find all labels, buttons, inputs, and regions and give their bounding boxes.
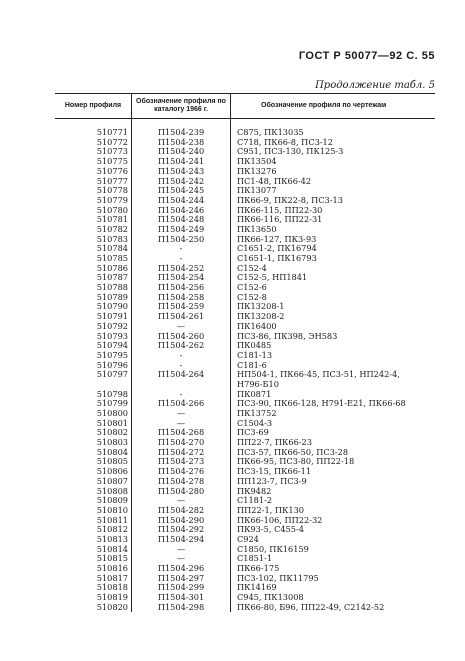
table-row xyxy=(55,138,435,148)
profile-number-cell: 510773 xyxy=(55,147,132,157)
profile-number-cell: 510802 xyxy=(55,428,132,438)
table-row xyxy=(55,235,435,245)
catalog-designation-cell: П1504-254 xyxy=(132,273,231,283)
profile-number-cell: 510809 xyxy=(55,496,132,506)
table-row xyxy=(55,428,435,438)
catalog-designation-cell: П1504-241 xyxy=(132,157,231,167)
table-row xyxy=(55,206,435,216)
catalog-designation-cell: П1504-248 xyxy=(132,215,231,225)
profile-number-cell: 510794 xyxy=(55,341,132,351)
table-row xyxy=(55,496,435,506)
table-row xyxy=(55,370,435,380)
drawing-designation-cell: ПК13752 xyxy=(237,409,277,419)
catalog-designation-cell: П1504-272 xyxy=(132,448,231,458)
table-row xyxy=(55,273,435,283)
profile-number-cell: 510812 xyxy=(55,525,132,535)
drawing-designation-cell: С951, ПС3-130, ПК125-3 xyxy=(237,147,344,157)
drawing-designation-cell: ПП22-1, ПК130 xyxy=(237,505,304,515)
catalog-designation-cell: П1504-298 xyxy=(132,603,231,613)
profile-number-cell: 510777 xyxy=(55,177,132,187)
profile-number-cell: 510816 xyxy=(55,564,132,574)
table-row xyxy=(55,186,435,196)
catalog-designation-cell: П1504-258 xyxy=(132,293,231,303)
catalog-designation-cell: П1504-259 xyxy=(132,302,231,312)
drawing-designation-cell: ПС3-69 xyxy=(237,428,269,438)
profile-number-cell: 510781 xyxy=(55,215,132,225)
profile-number-cell: 510791 xyxy=(55,312,132,322)
profile-number-cell: 510780 xyxy=(55,206,132,216)
profile-number-cell: 510804 xyxy=(55,448,132,458)
table-row xyxy=(55,167,435,177)
drawing-designation-cell: ПК93-5, С455-4 xyxy=(237,525,304,535)
profile-number-cell: 510797 xyxy=(55,370,132,380)
catalog-designation-cell: П1504-280 xyxy=(132,487,231,497)
table-row xyxy=(55,399,435,409)
catalog-designation-cell xyxy=(132,380,231,390)
profile-number-cell: 510793 xyxy=(55,332,132,342)
drawing-designation-cell: ПК66-116, ПП22-31 xyxy=(237,215,323,225)
drawing-designation-cell: С152-6 xyxy=(237,283,267,293)
profile-number-cell: 510814 xyxy=(55,545,132,555)
table-continuation-label: Продолжение табл. 5 xyxy=(315,80,435,91)
profile-number-cell: 510790 xyxy=(55,302,132,312)
catalog-designation-cell: П1504-242 xyxy=(132,177,231,187)
profile-number-cell: 510787 xyxy=(55,273,132,283)
table-row xyxy=(55,419,435,429)
catalog-designation-cell: — xyxy=(132,554,231,564)
drawing-designation-cell: ПК9482 xyxy=(237,486,272,496)
drawing-designation-cell: С1504-3 xyxy=(237,418,273,428)
table-row xyxy=(55,293,435,303)
catalog-designation-cell: — xyxy=(132,545,231,555)
catalog-designation-cell: - xyxy=(132,254,231,264)
profile-number-cell: 510813 xyxy=(55,535,132,545)
profile-number-cell: 510806 xyxy=(55,467,132,477)
table-row xyxy=(55,244,435,254)
catalog-designation-cell: - xyxy=(132,244,231,254)
catalog-designation-cell: П1504-245 xyxy=(132,186,231,196)
profile-number-cell: 510792 xyxy=(55,322,132,332)
catalog-designation-cell: П1504-266 xyxy=(132,399,231,409)
drawing-designation-cell: ПК66-95, ПС3-80, ПП22-18 xyxy=(237,457,355,467)
drawing-designation-cell: С924 xyxy=(237,534,259,544)
table-row xyxy=(55,535,435,545)
profile-number-cell: 510788 xyxy=(55,283,132,293)
drawing-designation-cell: НП504-1, ПК66-45, ПС3-51, НП242-4, xyxy=(237,370,400,380)
drawing-designation-cell: ПК66-9, ПК22-8, ПС3-13 xyxy=(237,195,343,205)
table-row xyxy=(55,380,435,390)
drawing-designation-cell: ПС3-57, ПК66-50, ПС3-28 xyxy=(237,447,349,457)
drawing-designation-cell: С1850, ПК16159 xyxy=(237,544,309,554)
drawing-designation-cell: ПК66-115, ПП22-30 xyxy=(237,205,323,215)
profile-number-cell: 510820 xyxy=(55,603,132,613)
table-row xyxy=(55,554,435,564)
table-row xyxy=(55,603,435,613)
catalog-designation-cell: П1504-239 xyxy=(132,128,231,138)
profile-number-cell: 510807 xyxy=(55,477,132,487)
table-header-row xyxy=(55,94,435,119)
table-row xyxy=(55,361,435,371)
catalog-designation-cell: П1504-249 xyxy=(132,225,231,235)
profile-number-cell: 510808 xyxy=(55,487,132,497)
drawing-designation-cell: С1651-1, ПК16793 xyxy=(237,254,317,264)
table-spacer-row xyxy=(55,119,435,129)
drawing-designation-cell: ПК0871 xyxy=(237,389,272,399)
spacer-cell xyxy=(231,119,436,129)
catalog-designation-cell: - xyxy=(132,351,231,361)
drawing-designation-cell: С181-6 xyxy=(237,360,267,370)
table-row xyxy=(55,312,435,322)
table-row xyxy=(55,448,435,458)
drawing-designation-cell: ПС1-48, ПК66-42 xyxy=(237,176,312,186)
profile-number-cell: 510783 xyxy=(55,235,132,245)
drawing-designation-cell: ПК0485 xyxy=(237,341,272,351)
drawing-designation-cell: ПК66-175 xyxy=(237,564,280,574)
profile-number-cell: 510800 xyxy=(55,409,132,419)
profile-number-cell xyxy=(55,380,132,390)
table-body xyxy=(55,119,435,613)
profile-number-cell: 510796 xyxy=(55,361,132,371)
table-row xyxy=(55,177,435,187)
profile-number-cell: 510818 xyxy=(55,583,132,593)
table-row xyxy=(55,128,435,138)
drawing-designation-cell: ПП22-7, ПК66-23 xyxy=(237,438,312,448)
drawing-designation-cell: С1851-1 xyxy=(237,554,273,564)
catalog-designation-cell: П1504-273 xyxy=(132,457,231,467)
drawing-designation-cell: ПК14169 xyxy=(237,583,277,593)
profile-number-cell: 510811 xyxy=(55,516,132,526)
table-row xyxy=(55,225,435,235)
table-row xyxy=(55,477,435,487)
page-header: ГОСТ Р 50077—92 С. 55 xyxy=(298,50,435,62)
drawing-designation-cell: ПС3-90, ПК66-128, Н791-Е21, ПК66-68 xyxy=(237,399,406,409)
catalog-designation-cell: П1504-299 xyxy=(132,583,231,593)
catalog-designation-cell: — xyxy=(132,409,231,419)
catalog-designation-cell: — xyxy=(132,496,231,506)
catalog-designation-cell: П1504-243 xyxy=(132,167,231,177)
table-row xyxy=(55,409,435,419)
catalog-designation-cell: - xyxy=(132,361,231,371)
drawing-designation-cell: ПК13208-2 xyxy=(237,312,285,322)
table-row xyxy=(55,157,435,167)
drawing-designation-cell: ПК66-127, ПК3-93 xyxy=(237,234,317,244)
catalog-designation-cell: П1504-256 xyxy=(132,283,231,293)
catalog-designation-cell: П1504-264 xyxy=(132,370,231,380)
table-row xyxy=(55,506,435,516)
table-row xyxy=(55,467,435,477)
profile-number-cell: 510799 xyxy=(55,399,132,409)
table-row xyxy=(55,516,435,526)
catalog-designation-cell: П1504-270 xyxy=(132,438,231,448)
profile-number-cell: 510817 xyxy=(55,574,132,584)
table-row xyxy=(55,302,435,312)
catalog-designation-cell: П1504-244 xyxy=(132,196,231,206)
catalog-designation-cell: П1504-250 xyxy=(132,235,231,245)
drawing-designation-cell: ПК13650 xyxy=(237,224,277,234)
profile-number-cell: 510771 xyxy=(55,128,132,138)
catalog-designation-cell: — xyxy=(132,419,231,429)
table-row xyxy=(55,545,435,555)
profile-number-cell: 510785 xyxy=(55,254,132,264)
table-row xyxy=(55,147,435,157)
catalog-designation-cell: П1504-268 xyxy=(132,428,231,438)
catalog-designation-cell: П1504-282 xyxy=(132,506,231,516)
drawing-designation-cell: С152-8 xyxy=(237,292,267,302)
profile-number-cell: 510798 xyxy=(55,390,132,400)
catalog-designation-cell: П1504-262 xyxy=(132,341,231,351)
catalog-designation-cell: П1504-261 xyxy=(132,312,231,322)
catalog-designation-cell: П1504-260 xyxy=(132,332,231,342)
table-row xyxy=(55,283,435,293)
profile-number-cell: 510795 xyxy=(55,351,132,361)
catalog-designation-cell: П1504-238 xyxy=(132,138,231,148)
table-row xyxy=(55,438,435,448)
drawing-designation-cell: С152-4 xyxy=(237,263,267,273)
catalog-designation-cell: П1504-294 xyxy=(132,535,231,545)
catalog-designation-cell: П1504-297 xyxy=(132,574,231,584)
drawing-designation-cell: ПС3-15, ПК66-11 xyxy=(237,467,312,477)
profile-number-cell: 510801 xyxy=(55,419,132,429)
drawing-designation-cell: ПС3-102, ПК11795 xyxy=(237,573,319,583)
spacer-cell xyxy=(55,119,132,129)
table-row xyxy=(55,457,435,467)
drawing-designation-cell: С181-13 xyxy=(237,350,273,360)
table-row xyxy=(55,390,435,400)
profile-number-cell: 510810 xyxy=(55,506,132,516)
table-row xyxy=(55,264,435,274)
column-header-profile-number: Номер профиля xyxy=(55,94,132,119)
table-row xyxy=(55,254,435,264)
drawing-designation-cell: ПК13504 xyxy=(237,157,277,167)
drawing-designation-cell: С152-5, НП1841 xyxy=(237,273,308,283)
profile-table xyxy=(55,93,435,612)
drawing-designation-cell: ПК13276 xyxy=(237,166,277,176)
table-row xyxy=(55,525,435,535)
catalog-designation-cell: П1504-290 xyxy=(132,516,231,526)
profile-number-cell: 510775 xyxy=(55,157,132,167)
profile-number-cell: 510778 xyxy=(55,186,132,196)
catalog-designation-cell: - xyxy=(132,390,231,400)
drawing-designation-cell: С945, ПК13008 xyxy=(237,593,304,603)
column-header-drawing-designation: Обозначение профиля по чертежам xyxy=(231,94,436,119)
profile-number-cell: 510819 xyxy=(55,593,132,603)
drawing-designation-cell: ПК13208-1 xyxy=(237,302,285,312)
profile-number-cell: 510805 xyxy=(55,457,132,467)
table-row xyxy=(55,341,435,351)
drawing-designation-cell: ПК66-106, ПП22-32 xyxy=(237,515,323,525)
drawing-designation-cell: С1181-2 xyxy=(237,496,273,506)
profile-number-cell: 510784 xyxy=(55,244,132,254)
drawing-designation-cell: ПС3-86, ПК398, ЭН583 xyxy=(237,331,338,341)
profile-number-cell: 510786 xyxy=(55,264,132,274)
spacer-cell xyxy=(132,119,231,129)
catalog-designation-cell: П1504-301 xyxy=(132,593,231,603)
table-row xyxy=(55,574,435,584)
drawing-designation-cell: С1651-2, ПК16794 xyxy=(237,244,317,254)
catalog-designation-cell: П1504-252 xyxy=(132,264,231,274)
catalog-designation-cell: П1504-292 xyxy=(132,525,231,535)
catalog-designation-cell: П1504-240 xyxy=(132,147,231,157)
drawing-designation-cell: ПП123-7, ПС3-9 xyxy=(237,476,307,486)
catalog-designation-cell: П1504-296 xyxy=(132,564,231,574)
table-row xyxy=(55,593,435,603)
table-row xyxy=(55,487,435,497)
table-row xyxy=(55,332,435,342)
drawing-designation-cell: С875, ПК13035 xyxy=(237,128,304,138)
table-row xyxy=(55,196,435,206)
profile-number-cell: 510776 xyxy=(55,167,132,177)
profile-number-cell: 510815 xyxy=(55,554,132,564)
catalog-designation-cell: П1504-278 xyxy=(132,477,231,487)
catalog-designation-cell: — xyxy=(132,322,231,332)
profile-number-cell: 510779 xyxy=(55,196,132,206)
table-row xyxy=(55,351,435,361)
catalog-designation-cell: П1504-246 xyxy=(132,206,231,216)
drawing-designation-cell: ПК66-80, Б96, ПП22-49, С2142-52 xyxy=(237,602,385,612)
drawing-designation-cell: ПК16400 xyxy=(237,321,277,331)
table-row xyxy=(55,215,435,225)
drawing-designation-cell: ПК13077 xyxy=(237,186,277,196)
profile-number-cell: 510782 xyxy=(55,225,132,235)
table-row xyxy=(55,564,435,574)
table-row xyxy=(55,322,435,332)
profile-number-cell: 510803 xyxy=(55,438,132,448)
column-header-catalog-1966: Обозначение профиля по каталогу 1966 г. xyxy=(132,94,231,119)
profile-number-cell: 510772 xyxy=(55,138,132,148)
profile-number-cell: 510789 xyxy=(55,293,132,303)
drawing-designation-cell: С718, ПК66-8, ПС3-12 xyxy=(237,137,333,147)
table-row xyxy=(55,583,435,593)
drawing-designation-cell: Н796-Б10 xyxy=(237,379,279,389)
catalog-designation-cell: П1504-276 xyxy=(132,467,231,477)
